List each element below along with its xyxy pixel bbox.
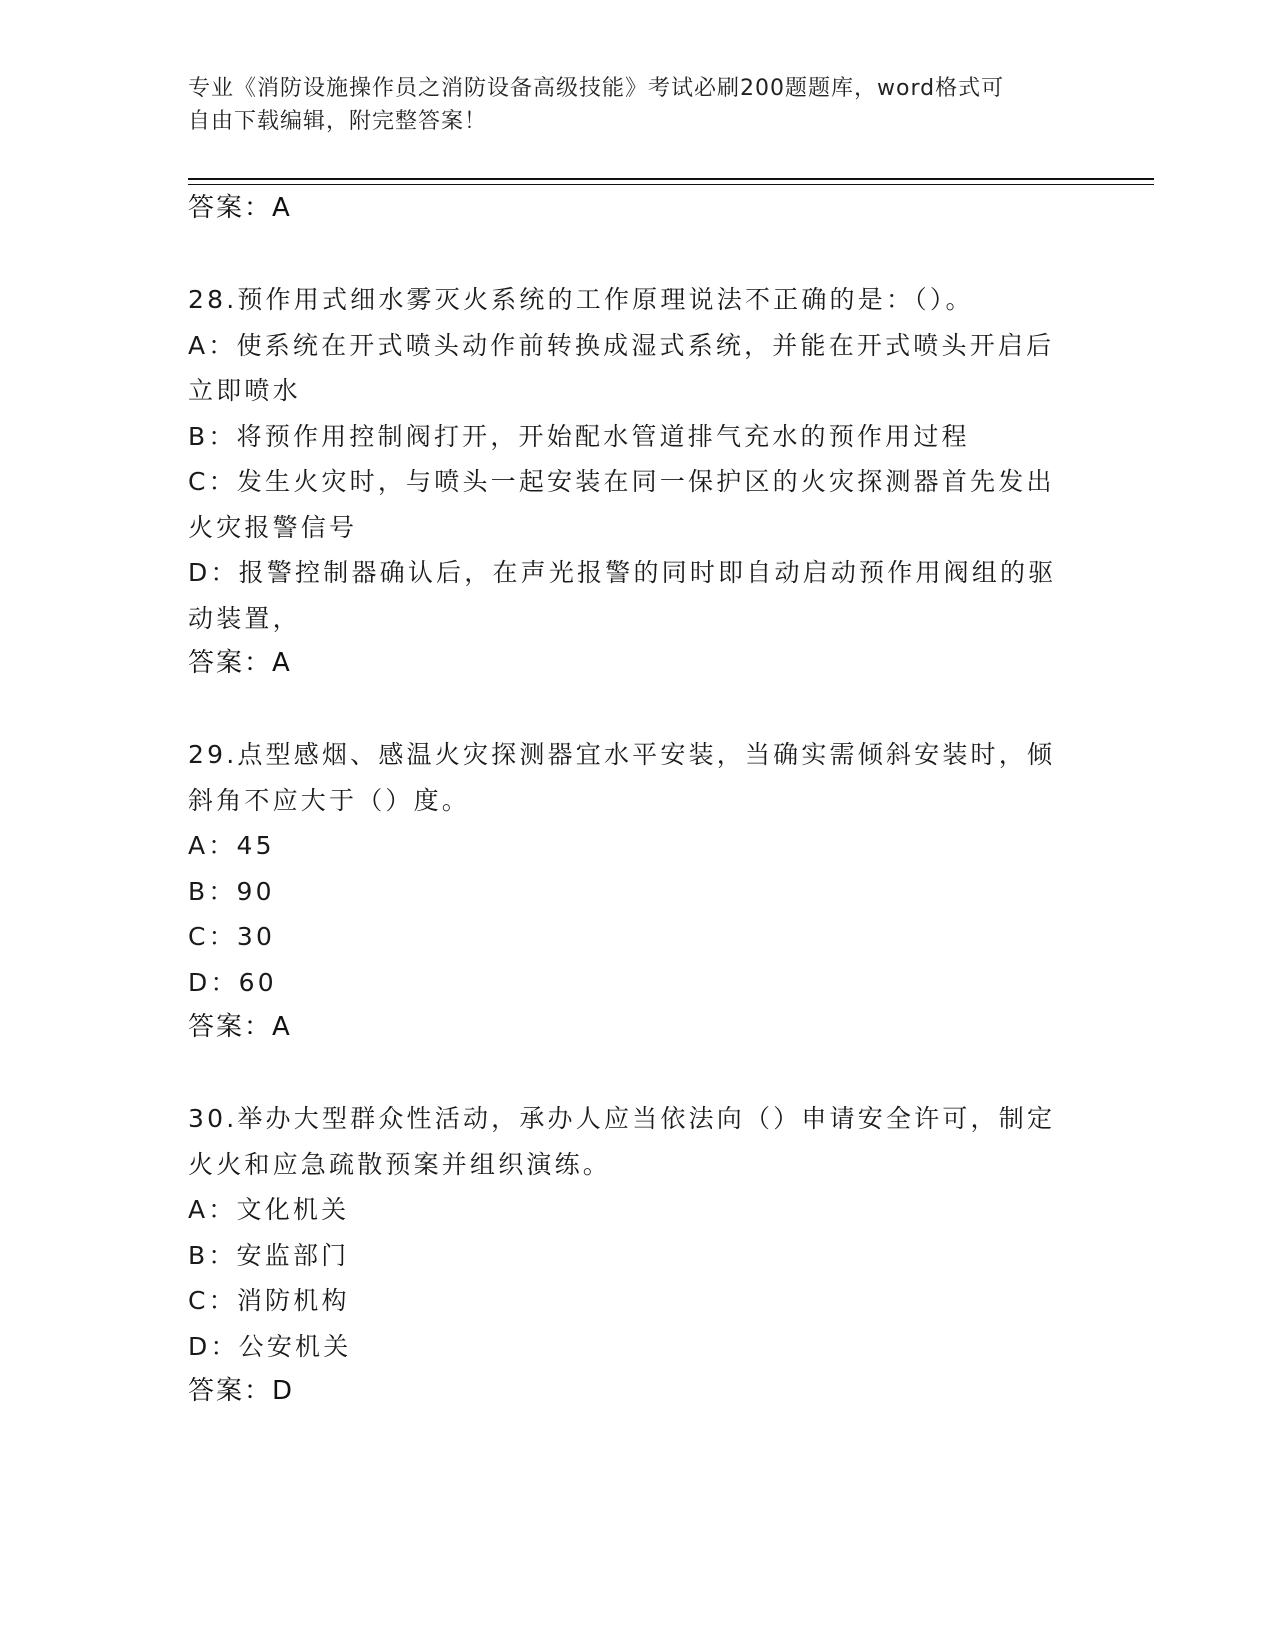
- spacer: [188, 232, 1088, 278]
- spacer: [188, 1051, 1088, 1097]
- question-content: [188, 186, 1088, 1415]
- header-line-2: 自由下载编辑，附完整答案！: [188, 109, 488, 134]
- document-header: [188, 72, 1068, 138]
- question-stem: 28.预作用式细水雾灭火系统的工作原理说法不正确的是：（）。: [188, 285, 974, 314]
- question-29: [188, 732, 1088, 1051]
- question-stem-continued: 火火和应急疏散预案并组织演练。: [188, 1149, 612, 1179]
- option-a: A：使系统在开式喷头动作前转换成湿式系统，并能在开式喷头开启后: [188, 330, 1055, 360]
- option-b: B：安监部门: [188, 1240, 350, 1270]
- option-d: D：公安机关: [188, 1331, 352, 1361]
- spacer: [188, 687, 1088, 733]
- option-c: C：30: [188, 922, 276, 951]
- question-30: [188, 1096, 1088, 1415]
- option-c: C：消防机构: [188, 1286, 350, 1315]
- option-b: B：将预作用控制阀打开，开始配水管道排气充水的预作用过程: [188, 421, 970, 451]
- answer: 答案：A: [188, 1012, 292, 1042]
- header-line-1: 专业《消防设施操作员之消防设备高级技能》考试必刷200题题库，word格式可: [188, 76, 1005, 101]
- question-stem-continued: 斜角不应大于（）度。: [188, 785, 471, 815]
- answer: 答案：D: [188, 1376, 295, 1406]
- option-a: A：文化机关: [188, 1195, 350, 1224]
- question-28: [188, 277, 1088, 687]
- previous-answer: 答案：A: [188, 193, 292, 223]
- option-a-continued: 立即喷水: [188, 376, 301, 405]
- option-d-continued: 动装置，: [188, 603, 301, 633]
- option-c: C：发生火灾时，与喷头一起安装在同一保护区的火灾探测器首先发出: [188, 467, 1055, 496]
- option-c-continued: 火灾报警信号: [188, 512, 358, 542]
- header-divider-thick: [188, 178, 1154, 180]
- header-divider-thin: [188, 184, 1154, 185]
- option-b: B：90: [188, 876, 275, 906]
- question-stem: 29.点型感烟、感温火灾探测器宜水平安装，当确实需倾斜安装时，倾: [188, 740, 1056, 769]
- option-d: D：60: [188, 967, 277, 997]
- option-d: D：报警控制器确认后，在声光报警的同时即自动启动预作用阀组的驱: [188, 558, 1057, 587]
- answer: 答案：A: [188, 648, 292, 678]
- question-stem: 30.举办大型群众性活动，承办人应当依法向（）申请安全许可，制定: [188, 1104, 1056, 1133]
- option-a: A：45: [188, 831, 275, 860]
